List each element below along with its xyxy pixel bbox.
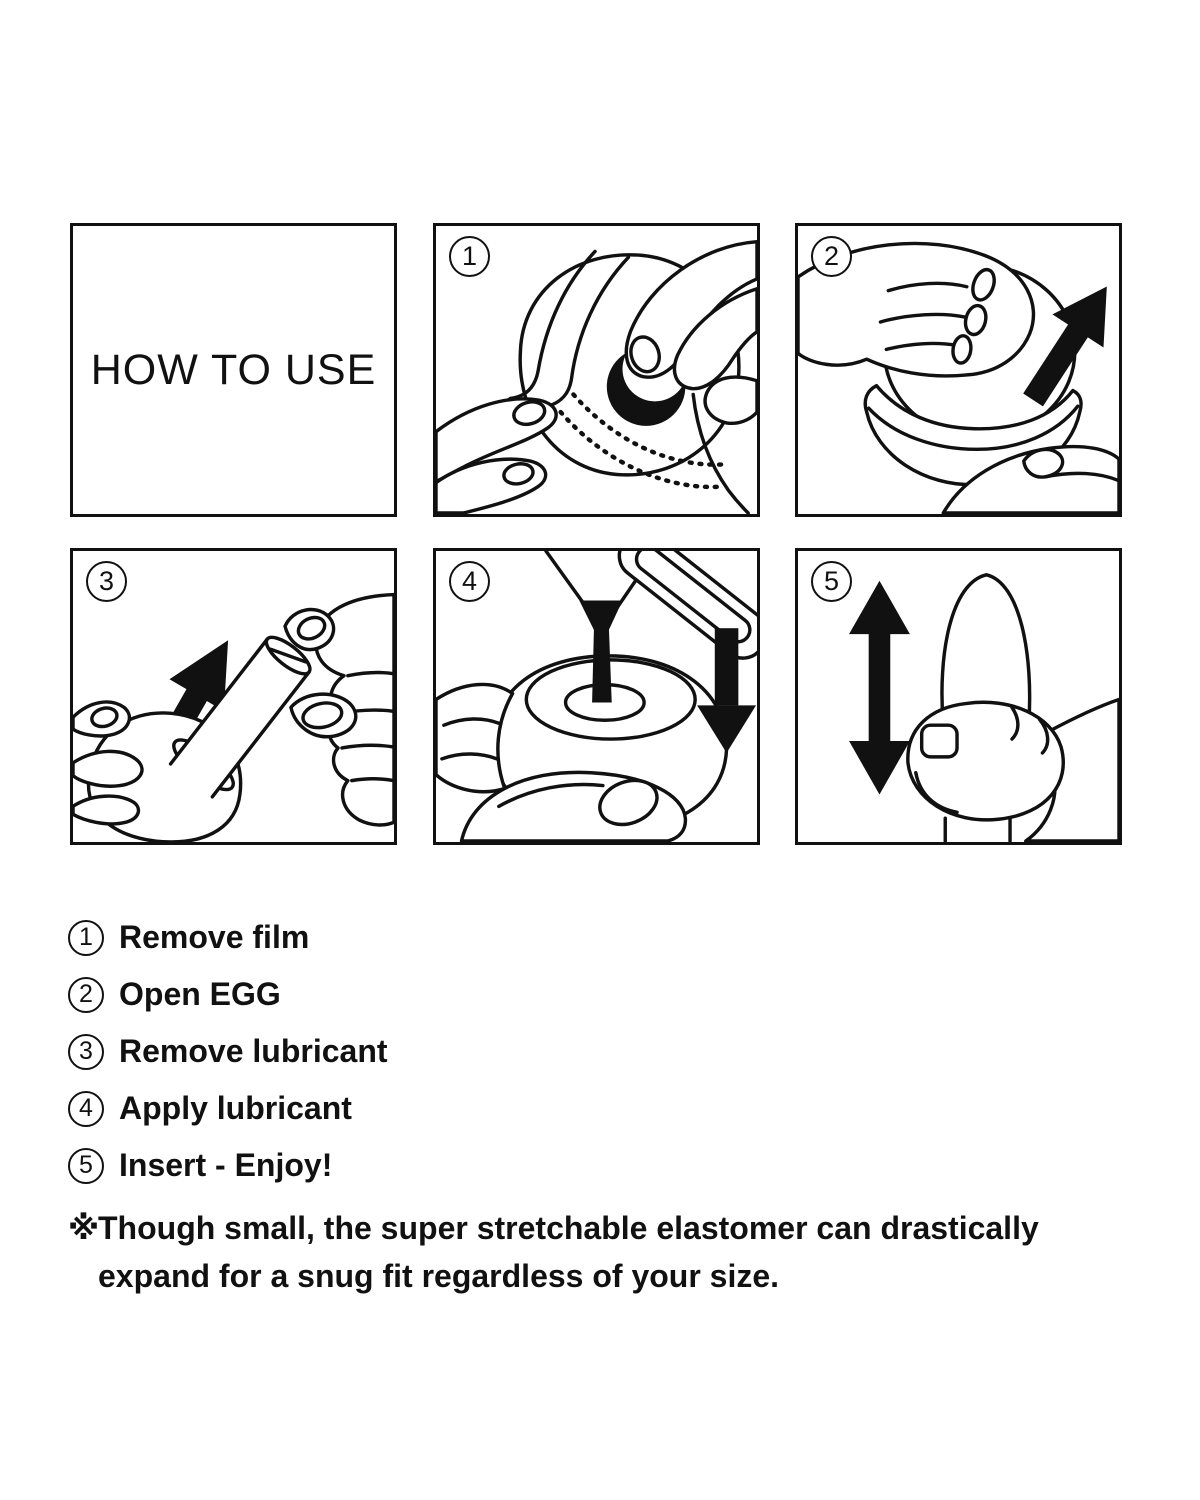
step-label: Open EGG [119,976,281,1012]
pinching-hand [436,398,556,513]
gripping-fist [908,702,1063,820]
panel-step-3 [70,548,397,845]
lubricant-stream [592,624,612,702]
panel-step-number: 2 [811,236,852,277]
step-number-badge: 4 [68,1091,104,1127]
panel-step-1 [433,223,760,517]
step-line-5 [68,1137,388,1194]
step-label: Remove lubricant [119,1033,388,1069]
footnote-line-2: expand for a snug fit regardless of your size. [98,1258,780,1294]
step-label: Apply lubricant [119,1090,352,1126]
step-number-badge: 3 [68,1034,104,1070]
panel-step-number: 5 [811,561,852,602]
panel-step-2 [795,223,1122,517]
step-label: Remove film [119,919,310,955]
panel-step-number: 4 [449,561,490,602]
step-line-2 [68,966,388,1023]
step-label: Insert - Enjoy! [119,1147,333,1183]
reference-mark: ※ [68,1210,100,1246]
footnote [68,1204,1158,1300]
step-line-1 [68,909,388,966]
arrow-up-down-icon [849,581,910,795]
step-line-3 [68,1023,388,1080]
how-to-use-title-panel [70,223,397,517]
panel-step-number: 3 [86,561,127,602]
panel-step-5 [795,548,1122,845]
step-number-badge: 1 [68,920,104,956]
pulling-hand [285,595,394,825]
footnote-line-1: Though small, the super stretchable elastomer can drastically [98,1210,1039,1246]
step-number-badge: 5 [68,1148,104,1184]
page-title: HOW TO USE [90,345,377,394]
panel-step-number: 1 [449,236,490,277]
panel-step-4 [433,548,760,845]
step-line-4 [68,1080,388,1137]
step-number-badge: 2 [68,977,104,1013]
steps-list [68,909,388,1194]
